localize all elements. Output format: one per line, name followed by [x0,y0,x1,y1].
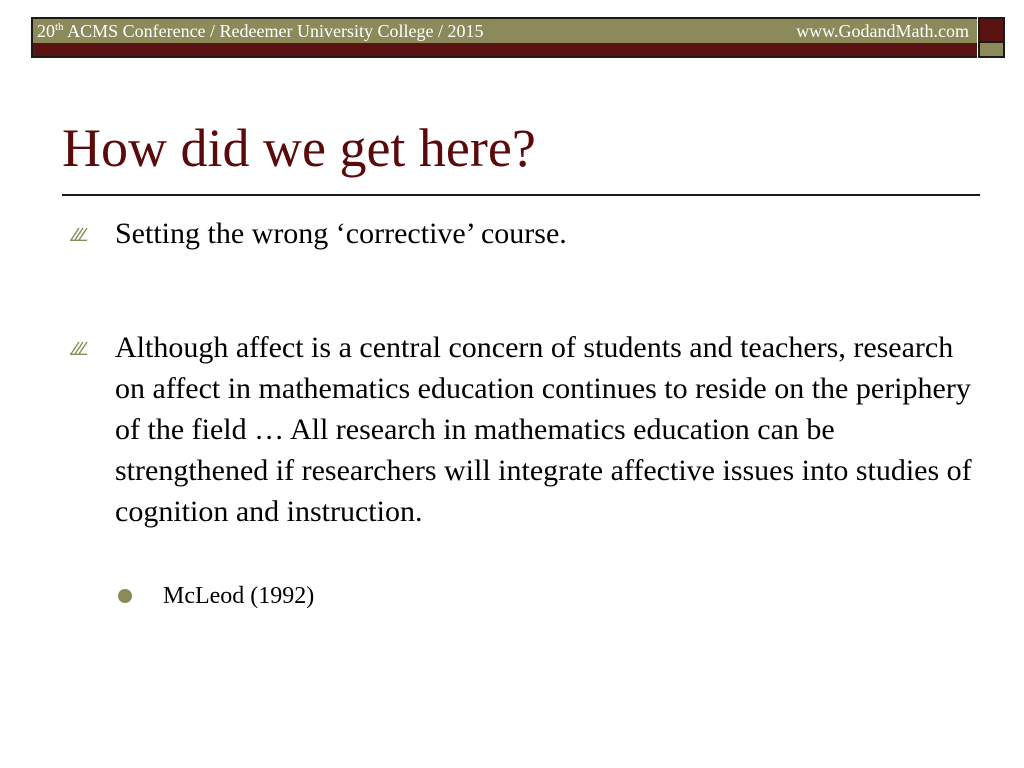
bullet-text: Although affect is a central concern of students and teachers, research on affect in mathematics education continues to reside on the periphery of the field … All research in mathematics education can be strengthened if researchers will integrate affective issues into studies of cognition and instruction. [115,331,972,528]
conference-details: ACMS Conference / Redeemer University College / 2015 [63,21,484,41]
corner-block-bottom [978,43,1005,58]
round-dot-bullet-icon [118,589,132,603]
conference-ordinal-suffix: th [55,21,64,33]
website-label: www.GodandMath.com [796,21,969,41]
bullet-text: Setting the wrong ‘corrective’ course. [115,217,567,250]
hatched-lines-bullet-icon [70,337,88,355]
corner-block-top [978,17,1005,43]
hatched-lines-bullet-icon [70,223,88,241]
header-bar [31,17,977,43]
citation-text: McLeod (1992) [163,583,315,609]
conference-number: 20 [37,21,55,41]
title-divider [62,194,980,196]
header-strip [31,43,977,58]
slide-title: How did we get here? [62,118,536,178]
conference-label [37,20,483,42]
